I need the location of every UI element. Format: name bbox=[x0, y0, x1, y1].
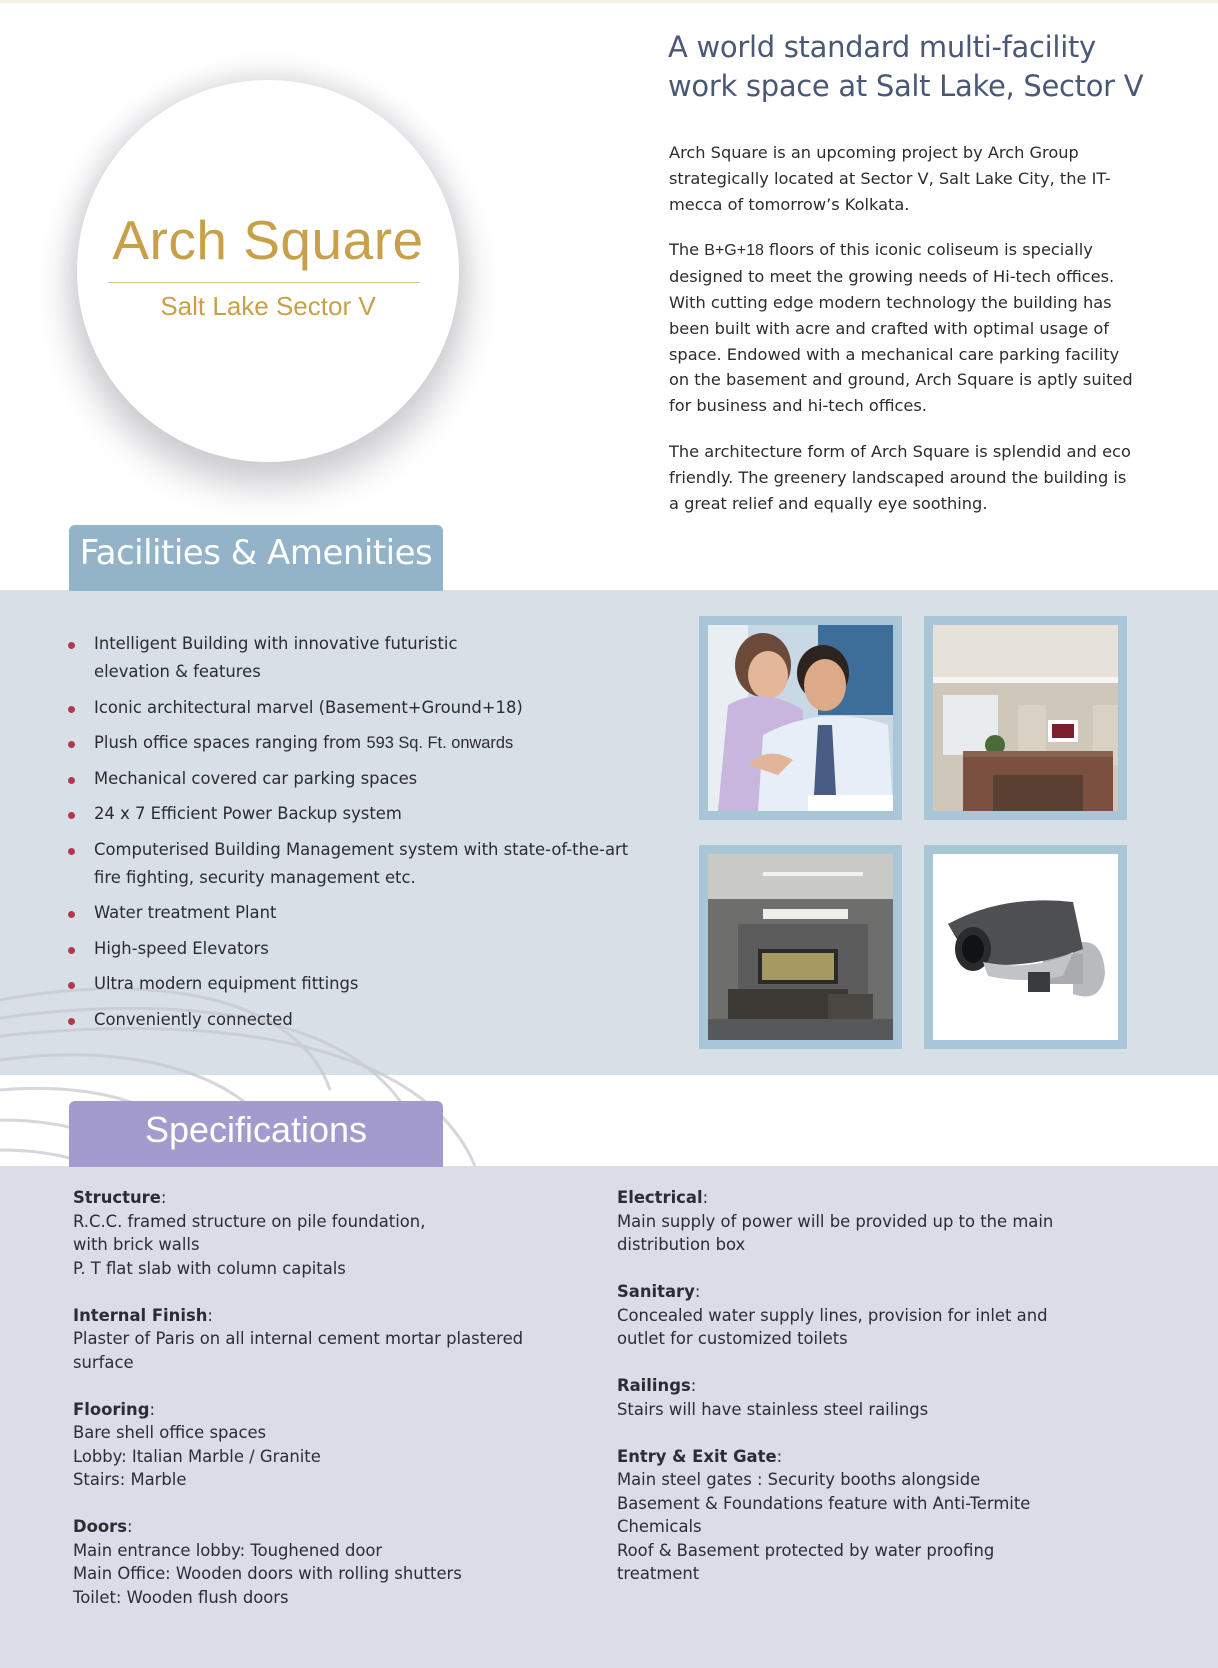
photo-content bbox=[933, 625, 1118, 811]
bullet-icon bbox=[68, 1018, 75, 1025]
spec-line: Lobby: Italian Marble / Granite bbox=[73, 1446, 321, 1466]
facility-item bbox=[65, 729, 665, 757]
bullet-icon bbox=[68, 812, 75, 819]
intro-paragraph-1: Arch Square is an upcoming project by Arch Group strategically located at Sector V, Salt Lake City, the IT-mecca of tomorrow’s Kolkata. bbox=[669, 143, 1111, 214]
floor-count: B+G+18 bbox=[704, 242, 764, 260]
facility-text: Intelligent Building with innovative futuristic bbox=[94, 634, 458, 653]
facility-item bbox=[65, 630, 665, 686]
intro-heading-line2: work space at Salt Lake, Sector V bbox=[668, 69, 1144, 103]
specifications-right-column bbox=[617, 1186, 1137, 1609]
specifications-left-column bbox=[73, 1186, 593, 1633]
facility-item bbox=[65, 765, 665, 793]
photo-cctv-camera bbox=[924, 845, 1127, 1049]
bullet-icon bbox=[68, 947, 75, 954]
spec-label: Flooring bbox=[73, 1399, 150, 1419]
spec-line: Concealed water supply lines, provision for inlet and bbox=[617, 1305, 1048, 1325]
facility-text: Plush office spaces ranging from bbox=[94, 733, 367, 752]
spec-label: Railings bbox=[617, 1376, 691, 1395]
facilities-heading: Facilities & Amenities bbox=[79, 533, 433, 573]
facility-item bbox=[65, 836, 665, 892]
logo-subtitle: Salt Lake Sector V bbox=[160, 291, 376, 321]
spec-line: treatment bbox=[617, 1564, 700, 1583]
spec-label: Electrical bbox=[617, 1188, 703, 1207]
intro-heading bbox=[668, 28, 1188, 106]
facilities-list bbox=[65, 630, 665, 1041]
spec-line: Chemicals bbox=[617, 1517, 702, 1536]
spec-label: Entry & Exit Gate bbox=[617, 1446, 777, 1466]
spec-line: distribution box bbox=[617, 1235, 746, 1254]
bullet-icon bbox=[68, 848, 75, 855]
facility-item bbox=[65, 899, 665, 927]
intro-heading-line1: A world standard multi-facility bbox=[668, 30, 1096, 64]
professionals-illustration bbox=[708, 625, 893, 811]
photo-content bbox=[708, 625, 893, 811]
spec-label: Sanitary bbox=[617, 1282, 695, 1301]
photo-office-professionals bbox=[699, 616, 902, 820]
cctv-camera-icon bbox=[933, 854, 1118, 1040]
spec-line: P. T flat slab with column capitals bbox=[73, 1258, 346, 1278]
bullet-icon bbox=[68, 642, 75, 649]
intro-p2-pre: The bbox=[669, 240, 705, 260]
spec-line: Stairs will have stainless steel railings bbox=[617, 1399, 929, 1419]
photo-office-interior bbox=[924, 616, 1127, 820]
facility-text: Iconic architectural marvel (Basement+Ground+18) bbox=[94, 697, 523, 717]
spec-line: Basement & Foundations feature with Anti-Termite bbox=[617, 1493, 1031, 1513]
facility-item bbox=[65, 800, 665, 828]
photo-content bbox=[933, 854, 1118, 1040]
facility-text: Conveniently connected bbox=[94, 1009, 293, 1029]
spec-line: outlet for customized toilets bbox=[617, 1329, 848, 1348]
logo-divider bbox=[108, 282, 420, 283]
spec-line: Toilet: Wooden flush doors bbox=[73, 1587, 289, 1607]
intro-body bbox=[669, 140, 1139, 536]
bullet-icon bbox=[68, 741, 75, 748]
photo-lounge-interior bbox=[699, 845, 902, 1049]
facility-text: Ultra modern equipment fittings bbox=[94, 974, 359, 993]
spec-line: R.C.C. framed structure on pile foundation, bbox=[73, 1211, 426, 1231]
spec-electrical: Electrical: Main supply of power will be provided up to the main distribution box bbox=[617, 1186, 1137, 1257]
spec-label: Structure bbox=[73, 1188, 161, 1207]
spec-sanitary: Sanitary: Concealed water supply lines, provision for inlet and outlet for customized toilets bbox=[617, 1280, 1137, 1351]
facility-text: Water treatment Plant bbox=[94, 903, 277, 922]
spec-internal-finish: Internal Finish: Plaster of Paris on all internal cement mortar plastered surface bbox=[73, 1304, 593, 1375]
photo-content bbox=[708, 854, 893, 1040]
spec-line: Main steel gates : Security booths alongside bbox=[617, 1470, 981, 1489]
facility-item bbox=[65, 694, 665, 722]
spec-railings: Railings: Stairs will have stainless steel railings bbox=[617, 1374, 1137, 1421]
office-interior-illustration bbox=[933, 625, 1118, 811]
spec-line: Main entrance lobby: Toughened door bbox=[73, 1540, 383, 1560]
bullet-icon bbox=[68, 982, 75, 989]
intro-paragraph-2 bbox=[669, 237, 1139, 419]
spec-line: Roof & Basement protected by water proofing bbox=[617, 1540, 995, 1560]
logo-title: Arch Square bbox=[112, 209, 424, 271]
facility-text: High-speed Elevators bbox=[94, 938, 269, 958]
spec-line: surface bbox=[73, 1352, 134, 1372]
spec-line: Bare shell office spaces bbox=[73, 1423, 267, 1442]
spec-line: Stairs: Marble bbox=[73, 1470, 187, 1489]
spec-line: Main supply of power will be provided up to the main bbox=[617, 1211, 1054, 1231]
facility-sqft: 593 Sq. Ft. onwards bbox=[366, 734, 514, 752]
bullet-icon bbox=[68, 777, 75, 784]
intro-p2-post: floors of this iconic coliseum is specially designed to meet the growing needs of Hi-tech offices. With cutting edge modern technology the building has been built with acre and crafted with optimal usage of space. Endowed with a mechanical care parking facility on the basement and ground, Arch Square is aptly suited for business and hi-tech offices. bbox=[669, 240, 1133, 416]
bullet-icon bbox=[68, 706, 75, 713]
lounge-illustration bbox=[708, 854, 893, 1040]
spec-label: Doors bbox=[73, 1517, 127, 1536]
spec-line: with brick walls bbox=[73, 1235, 200, 1254]
spec-structure: Structure: R.C.C. framed structure on pile foundation, with brick walls P. T flat slab with column capitals bbox=[73, 1186, 593, 1280]
intro-paragraph-3: The architecture form of Arch Square is splendid and eco friendly. The greenery landscaped around the building is a great relief and equally eye soothing. bbox=[669, 441, 1131, 513]
specifications-heading: Specifications bbox=[144, 1109, 368, 1150]
bullet-icon bbox=[68, 911, 75, 918]
facility-item bbox=[65, 1006, 665, 1034]
facility-text-cont: fire fighting, security management etc. bbox=[94, 867, 416, 887]
spec-label: Internal Finish bbox=[73, 1305, 208, 1325]
spec-doors: Doors: Main entrance lobby: Toughened door Main Office: Wooden doors with rolling shutters Toilet: Wooden flush doors bbox=[73, 1515, 593, 1609]
spec-line: Plaster of Paris on all internal cement mortar plastered bbox=[73, 1329, 524, 1348]
facility-text: 24 x 7 Efficient Power Backup system bbox=[94, 804, 402, 823]
facility-item bbox=[65, 935, 665, 963]
spec-flooring: Flooring: Bare shell office spaces Lobby: Italian Marble / Granite Stairs: Marble bbox=[73, 1398, 593, 1492]
spec-line: Main Office: Wooden doors with rolling shutters bbox=[73, 1564, 462, 1583]
facility-text: Mechanical covered car parking spaces bbox=[94, 768, 418, 788]
facility-text: Computerised Building Management system with state-of-the-art bbox=[94, 839, 629, 859]
facility-item bbox=[65, 970, 665, 998]
facility-text-cont: elevation & features bbox=[94, 662, 261, 681]
top-hairline bbox=[0, 0, 1218, 3]
spec-entry-exit-gate: Entry & Exit Gate: Main steel gates : Security booths alongside Basement & Foundations feature with Anti-Termite Chemicals Roof & Basement protected by water proofing treatment bbox=[617, 1445, 1137, 1586]
